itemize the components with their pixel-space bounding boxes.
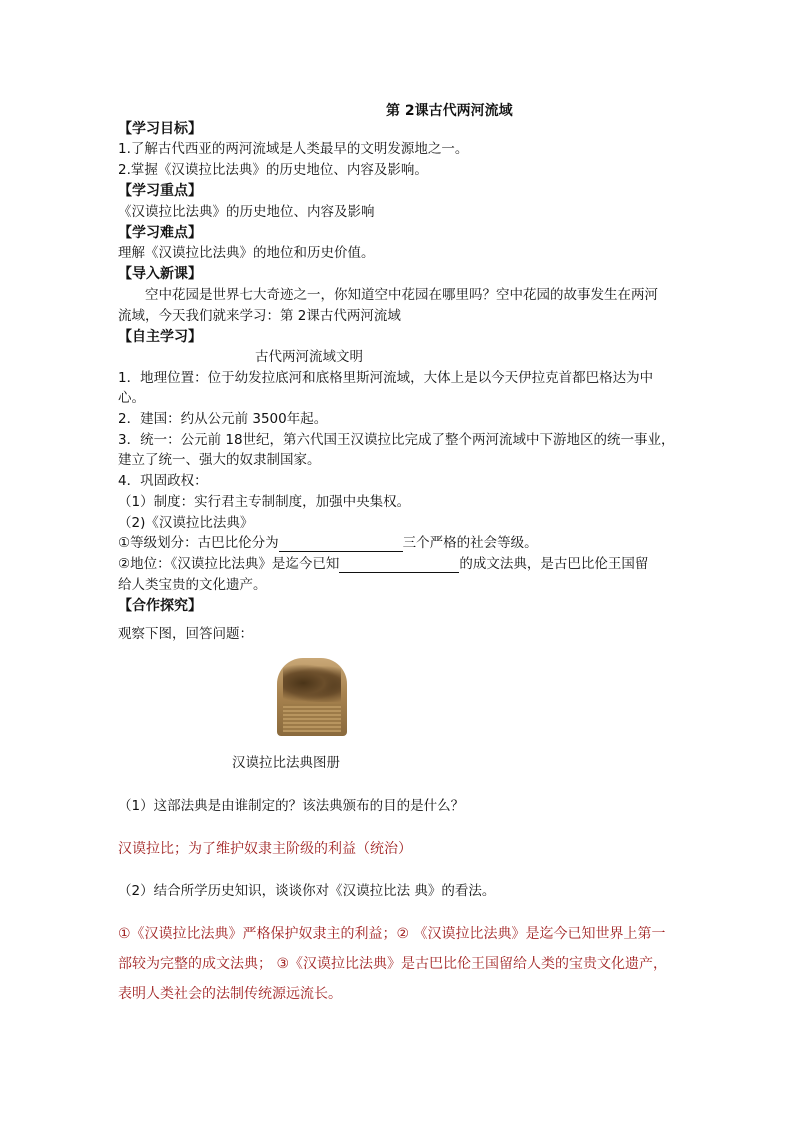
section-subtitle: 古代两河流域文明 (255, 349, 363, 365)
question-1: （1）这部法典是由谁制定的？该法典颁布的目的是什么？ (118, 798, 465, 814)
fill-blank-1 (118, 534, 538, 552)
intro-line-1: 空中花园是世界七大奇迹之一，你知道空中花园在哪里吗？空中花园的故事发生在两河 (145, 287, 658, 303)
cooperation-heading: 【合作探究】 (118, 598, 202, 614)
answer-2-line-1: ①《汉谟拉比法典》严格保护奴隶主的利益；② 《汉谟拉比法典》是迄今已知世界上第一 (118, 926, 666, 942)
fill-2-line-2: 给人类宝贵的文化遗产。 (118, 577, 267, 593)
intro-heading: 【导入新课】 (118, 266, 202, 282)
answer-2-line-3: 表明人类社会的法制传统源远流长。 (118, 986, 342, 1002)
image-caption: 汉谟拉比法典图册 (232, 755, 340, 771)
stele-inscription (283, 704, 341, 732)
difficulty-heading: 【学习难点】 (118, 225, 202, 241)
objective-2: 2.掌握《汉谟拉比法典》的历史地位、内容及影响。 (118, 162, 428, 178)
blank-field-1[interactable] (279, 537, 403, 552)
fill-1-prefix: ①等级划分：古巴比伦分为 (118, 535, 279, 551)
lesson-title: 第 2课古代两河流域 (386, 103, 513, 119)
item-4-1: （1）制度：实行君主专制制度，加强中央集权。 (118, 494, 411, 510)
stele-relief (283, 664, 341, 702)
item-1-line-1: 1．地理位置：位于幼发拉底河和底格里斯河流域，大体上是以今天伊拉克首都巴格达为中 (118, 370, 654, 386)
intro-line-2: 流域，今天我们就来学习：第 2课古代两河流域 (118, 308, 401, 324)
item-2: 2．建国：约从公元前 3500年起。 (118, 411, 328, 427)
fill-1-suffix: 三个严格的社会等级。 (402, 535, 538, 551)
objective-1: 1.了解古代西亚的两河流域是人类最早的文明发源地之一。 (118, 141, 469, 157)
answer-1: 汉谟拉比；为了维护奴隶主阶级的利益（统治） (118, 841, 412, 857)
item-4-2: （2)《汉谟拉比法典》 (118, 515, 254, 531)
focus-text: 《汉谟拉比法典》的历史地位、内容及影响 (118, 204, 375, 220)
answer-2-line-2: 部较为完整的成文法典； ③《汉谟拉比法典》是古巴比伦王国留给人类的宝贵文化遗产， (118, 956, 667, 972)
question-2: （2）结合所学历史知识，谈谈你对《汉谟拉比法 典》的看法。 (118, 883, 496, 899)
item-4: 4．巩固政权： (118, 473, 208, 489)
difficulty-text: 理解《汉谟拉比法典》的地位和历史价值。 (118, 245, 375, 261)
fill-2-prefix: ②地位：《汉谟拉比法典》是迄今已知 (118, 556, 340, 572)
self-study-heading: 【自主学习】 (118, 329, 202, 345)
blank-field-2[interactable] (339, 558, 459, 573)
fill-blank-2 (118, 555, 648, 573)
item-3-line-1: 3．统一：公元前 18世纪，第六代国王汉谟拉比完成了整个两河流域中下游地区的统一事业， (118, 432, 675, 448)
fill-2-suffix: 的成文法典，是古巴比伦王国留 (459, 556, 649, 572)
observe-instruction: 观察下图，回答问题： (118, 626, 253, 642)
objectives-heading: 【学习目标】 (118, 121, 202, 137)
item-3-line-2: 建立了统一、强大的奴隶制国家。 (118, 452, 321, 468)
focus-heading: 【学习重点】 (118, 183, 202, 199)
hammurabi-stele-image (277, 658, 347, 736)
item-1-line-2: 心。 (118, 390, 145, 406)
